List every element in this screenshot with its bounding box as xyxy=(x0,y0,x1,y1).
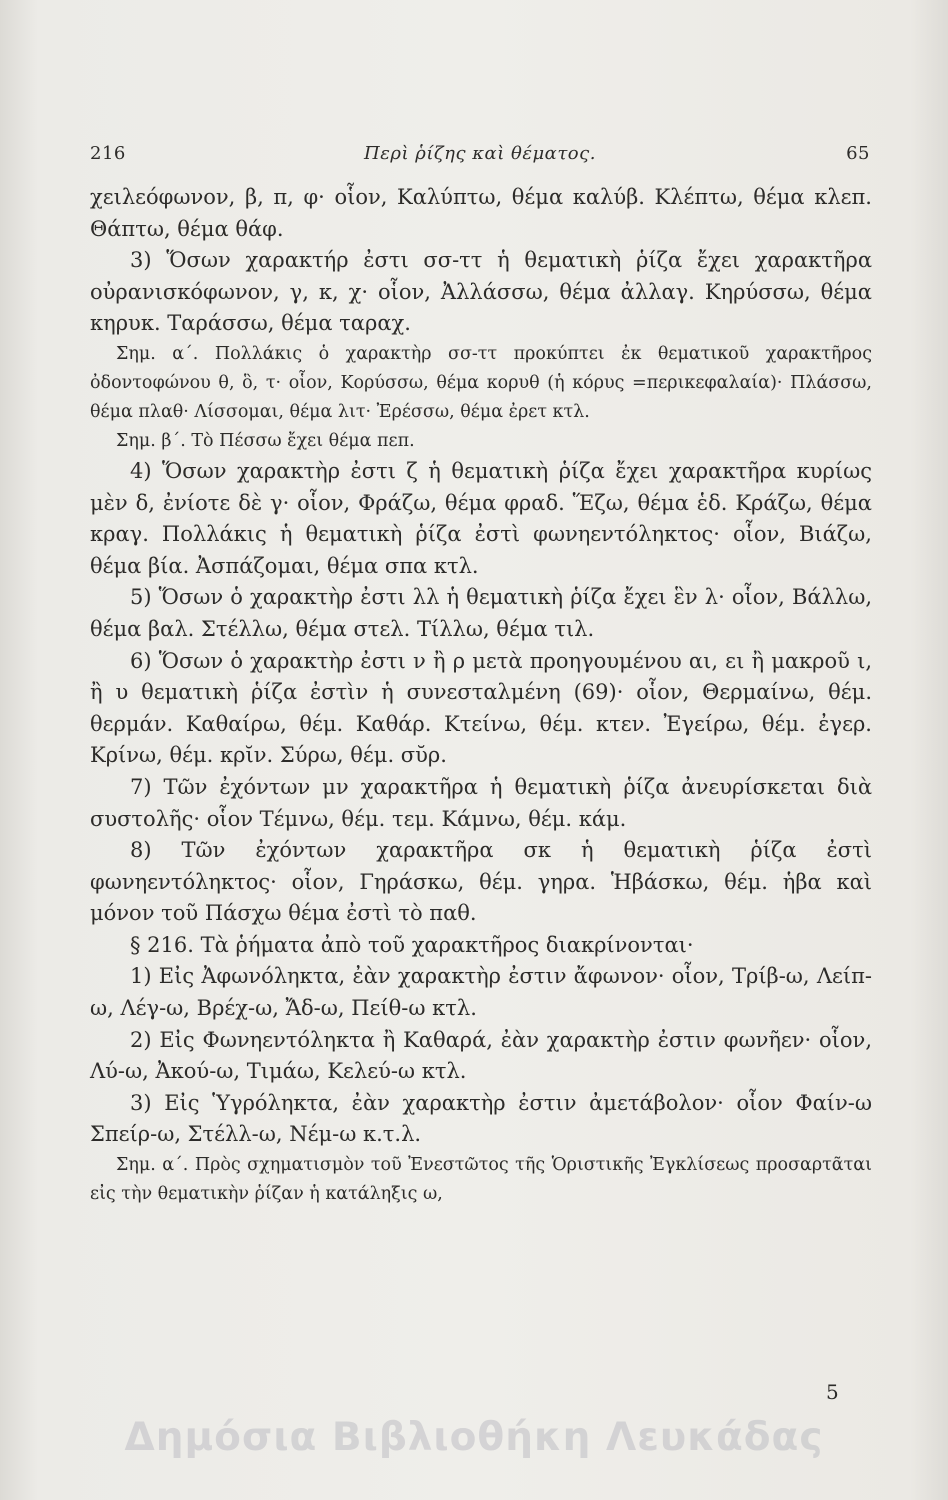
note-b: Σημ. β΄. Τὸ Πέσσω ἔχει θέμα πεπ. xyxy=(116,430,415,451)
signature-mark: 5 xyxy=(826,1380,839,1404)
running-title: Περὶ ῥίζης καὶ θέματος. xyxy=(364,143,596,164)
rule-8: 8) Τῶν ἐχόντων χαρακτῆρα σκ ἡ θεματικὴ ῥίζα ἐστὶ φωνηεντόληκτος· οἷον, Γηράσκω, θέμ. γηρα. Ἡβάσκω, θέμ. ἡβα καὶ μόνον τοῦ Πάσχω θέμα ἐστὶ τὸ παθ. xyxy=(90,838,872,926)
rule-6: 6) Ὅσων ὁ χαρακτὴρ ἐστι ν ἢ ρ μετὰ προηγουμένου αι, ει ἢ μακροῦ ι, ἢ υ θεματικὴ ῥίζα ἐστὶν ἡ συνεσταλμένη (69)· οἷον, Θερμαίνω, θέμ. θερμάν. Καθαίρω, θέμ. Καθάρ. Κτείνω, θέμ. κτεν. Ἐγείρω, θέμ. ἐγερ. Κρίνω, θέμ. κρῐν. Σύρω, θέμ. σῠρ. xyxy=(90,648,872,768)
rule-4: 4) Ὅσων χαρακτὴρ ἐστι ζ ἡ θεματικὴ ῥίζα ἔχει χαρακτῆρα κυρίως μὲν δ, ἐνίοτε δὲ γ· οἷον, Φράζω, θέμα φραδ. Ἕζω, θέμα ἑδ. Κράζω, θέμα κραγ. Πολλάκις ἡ θεματικὴ ῥίζα ἐστὶ φωνηεντόληκτος· οἷον, Βιάζω, θέμα βία. Ἀσπάζομαι, θέμα σπα κτλ. xyxy=(90,458,872,578)
rule-3: 3) Ὅσων χαρακτήρ ἐστι σσ-ττ ἡ θεματικὴ ῥίζα ἔχει χαρακτῆρα οὐρανισκόφωνον, γ, κ, χ· οἷον, Ἀλλάσσω, θέμα ἀλλαγ. Κηρύσσω, θέμα κηρυκ. Ταράσσω, θέμα ταραχ. xyxy=(90,248,872,336)
paragraph-continuation: χειλεόφωνον, β, π, φ· οἷον, Καλύπτω, θέμα καλύβ. Κλέπτω, θέμα κλεπ. Θάπτω, θέμα θάφ. xyxy=(90,185,872,241)
rule-7: 7) Τῶν ἐχόντων μν χαρακτῆρα ἡ θεματικὴ ῥίζα ἀνευρίσκεται διὰ συστολῆς· οἷον Τέμνω, θέμ. τεμ. Κάμνω, θέμ. κάμ. xyxy=(90,774,872,831)
library-watermark: Δημόσια Βιβλιοθήκη Λευκάδας xyxy=(124,1415,824,1460)
class-2: 2) Εἰς Φωνηεντόληκτα ἢ Καθαρά, ἐὰν χαρακτὴρ ἐστιν φωνῆεν· οἷον, Λύ-ω, Ἀκού-ω, Τιμάω, Κελεύ-ω κτλ. xyxy=(90,1027,872,1084)
note-present-tense: Σημ. α΄. Πρὸς σχηματισμὸν τοῦ Ἐνεστῶτος τῆς Ὁριστικῆς Ἐγκλίσεως προσαρτᾶται εἰς τὴν θεματικὴν ῥίζαν ἡ κατάληξις ω, xyxy=(90,1155,872,1205)
running-header xyxy=(90,143,870,173)
class-3: 3) Εἰς Ὑγρόληκτα, ἐὰν χαρακτὴρ ἐστιν ἀμετάβολον· οἷον Φαίν-ω Σπείρ-ω, Στέλλ-ω, Νέμ-ω κ.τ.λ. xyxy=(90,1090,872,1147)
class-1: 1) Εἰς Ἀφωνόληκτα, ἐὰν χαρακτὴρ ἐστιν ἄφωνον· οἷον, Τρίβ-ω, Λείπ-ω, Λέγ-ω, Βρέχ-ω, Ἄδ-ω, Πείθ-ω κτλ. xyxy=(90,964,872,1021)
section-216-heading: § 216. Τὰ ῥήματα ἀπὸ τοῦ χαρακτῆρος διακρίνονται· xyxy=(130,932,694,957)
rule-5: 5) Ὅσων ὁ χαρακτὴρ ἐστι λλ ἡ θεματικὴ ῥίζα ἔχει ἓν λ· οἷον, Βάλλω, θέμα βαλ. Στέλλω, θέμα στελ. Τίλλω, θέμα τιλ. xyxy=(90,585,872,641)
page-number: 65 xyxy=(846,143,870,164)
body-text xyxy=(90,182,872,1209)
note-a: Σημ. α΄. Πολλάκις ὁ χαρακτὴρ σσ-ττ προκύπτει ἐκ θεματικοῦ χαρακτῆρος ὀδοντοφώνου θ, ὃ, τ· οἷον, Κορύσσω, θέμα κορυθ (ἡ κόρυς =περικεφαλαία)· Πλάσσω, θέμα πλαθ· Λίσσομαι, θέμα λιτ· Ἐρέσσω, θέμα ἐρετ κτλ. xyxy=(90,343,872,422)
section-number: 216 xyxy=(90,143,126,164)
